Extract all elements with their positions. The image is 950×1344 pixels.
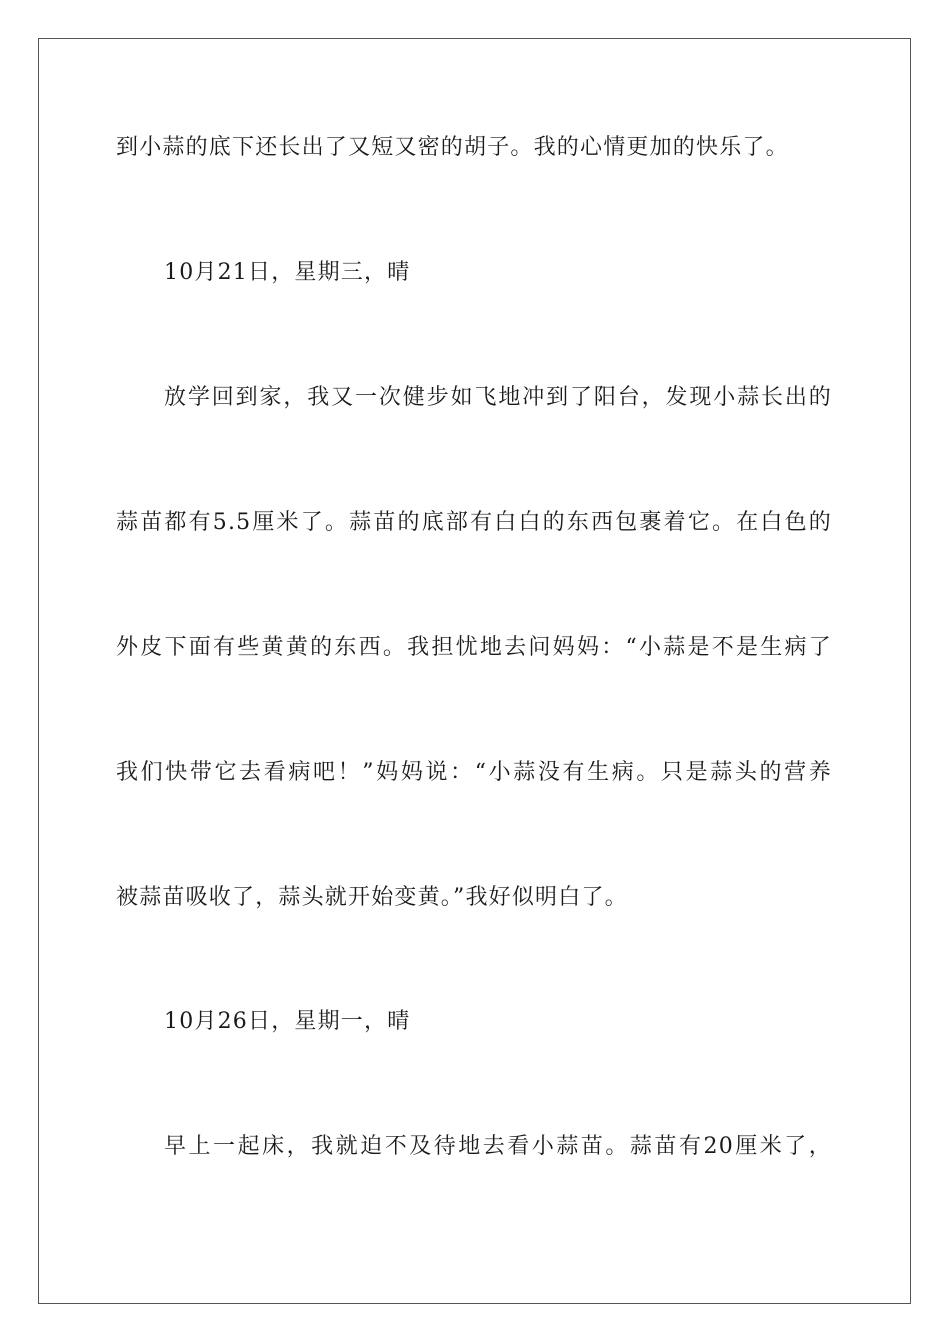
paragraph-line-4: 外皮下面有些黄黄的东西。我担忧地去问妈妈：“小蒜是不是生病了 — [116, 635, 832, 660]
paragraph-line-1: 到小蒜的底下还长出了又短又密的胡子。我的心情更加的快乐了。 — [116, 135, 789, 160]
paragraph-line-7: 早上一起床，我就迫不及待地去看小蒜苗。蒜苗有20厘米了， — [164, 1134, 832, 1159]
paragraph-line-5: 我们快带它去看病吧！”妈妈说：“小蒜没有生病。只是蒜头的营养 — [116, 760, 832, 785]
diary-date-heading-1: 10月21日，星期三，晴 — [164, 260, 411, 285]
page-frame — [38, 38, 911, 1304]
diary-date-heading-2: 10月26日，星期一，晴 — [164, 1009, 411, 1034]
paragraph-line-2: 放学回到家，我又一次健步如飞地冲到了阳台，发现小蒜长出的 — [164, 385, 832, 410]
paragraph-line-3: 蒜苗都有5.5厘米了。蒜苗的底部有白白的东西包裹着它。在白色的 — [116, 510, 832, 535]
paragraph-line-6: 被蒜苗吸收了，蒜头就开始变黄。”我好似明白了。 — [116, 885, 628, 910]
